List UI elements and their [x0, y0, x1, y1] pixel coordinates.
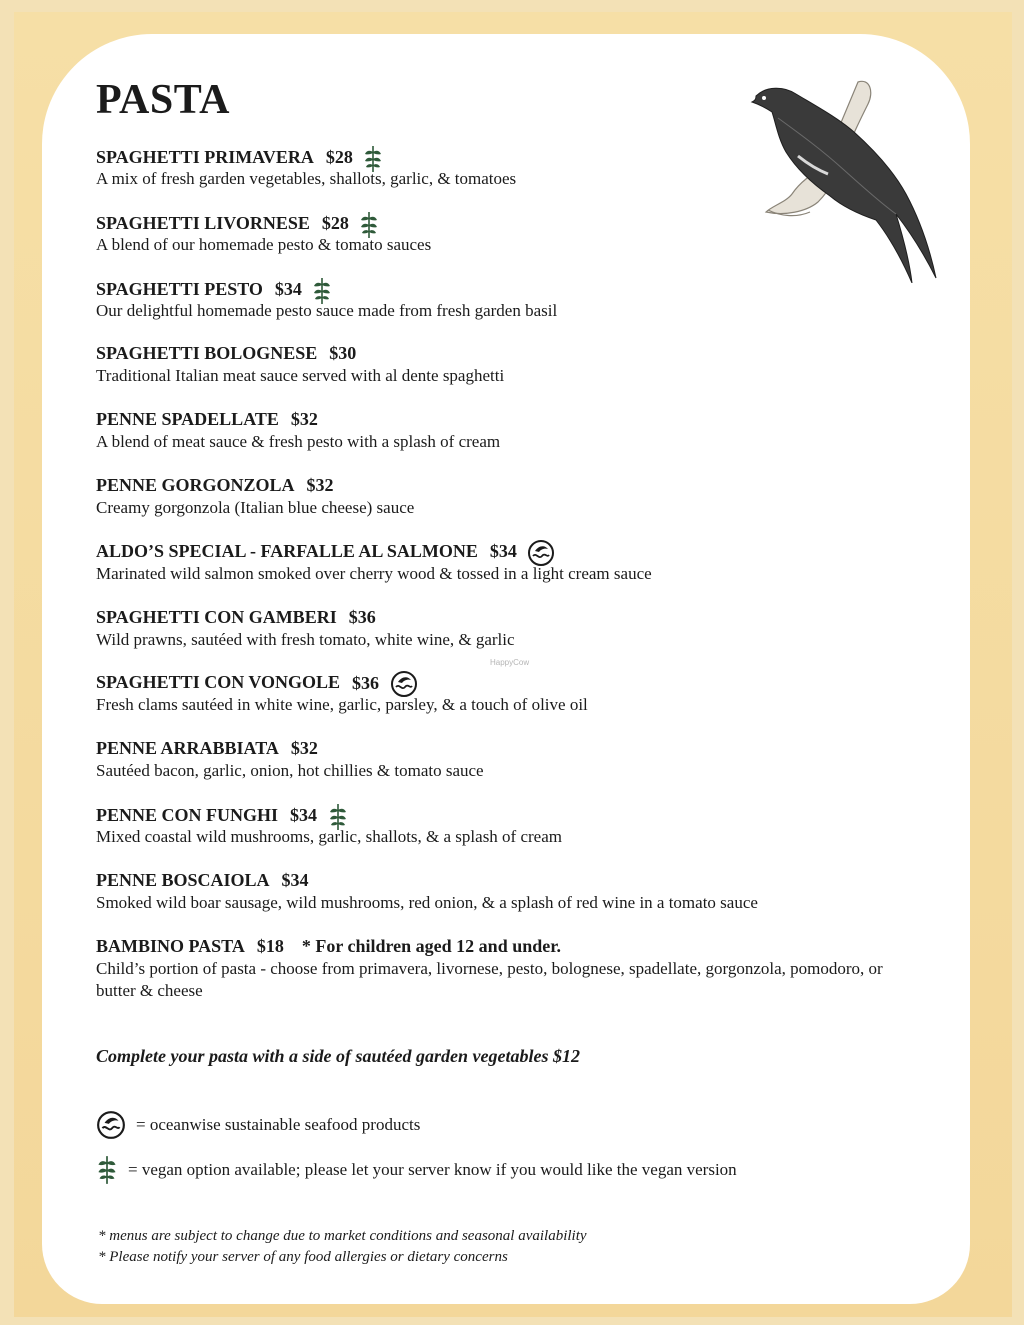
- item-price: $34: [274, 278, 302, 299]
- item-description: Fresh clams sautéed in white wine, garlic, parsley, & a touch of olive oil: [96, 695, 588, 715]
- footnote-allergies: * Please notify your server of any food allergies or dietary concerns: [98, 1249, 508, 1265]
- item-price: $30: [329, 343, 357, 364]
- menu-title: PASTA: [96, 77, 230, 123]
- item-price: $36: [348, 606, 376, 627]
- item-name: PENNE SPADELLATE: [96, 409, 279, 430]
- legend-oceanwise-text: = oceanwise sustainable seafood products: [136, 1115, 421, 1134]
- item-price: $34: [281, 869, 309, 890]
- menu-item: [96, 539, 926, 605]
- children-note: * For children aged 12 and under.: [301, 935, 562, 956]
- item-price: $28: [325, 147, 353, 168]
- item-price: $28: [321, 212, 349, 233]
- menu-item: [96, 276, 926, 342]
- item-name: PENNE CON FUNGHI: [96, 805, 279, 826]
- item-name: SPAGHETTI PESTO: [96, 278, 263, 299]
- oceanwise-icon: [96, 1110, 126, 1140]
- item-name: SPAGHETTI CON GAMBERI: [96, 606, 337, 627]
- side-vegetables-note: Complete your pasta with a side of sautéed garden vegetables $12: [96, 1046, 580, 1066]
- item-description: A mix of fresh garden vegetables, shallots, garlic, & tomatoes: [96, 169, 517, 188]
- item-name: PENNE GORGONZOLA: [96, 474, 295, 495]
- menu-item: [96, 868, 926, 934]
- footnotes: [98, 1226, 587, 1268]
- item-description: A blend of meat sauce & fresh pesto with a splash of cream: [96, 432, 501, 452]
- menu-item: [96, 407, 926, 473]
- item-name: PENNE ARRABBIATA: [96, 738, 279, 759]
- menu-item: [96, 144, 926, 210]
- item-name: SPAGHETTI CON VONGOLE: [96, 672, 341, 693]
- footnote-menu-change: * menus are subject to change due to market conditions and seasonal availability: [98, 1228, 587, 1244]
- vegan-leaf-icon: [96, 1154, 118, 1186]
- menu-item: [96, 341, 926, 407]
- item-name: SPAGHETTI PRIMAVERA: [96, 147, 314, 168]
- item-name: PENNE BOSCAIOLA: [96, 869, 270, 890]
- item-description: Child’s portion of pasta - choose from primavera, livornese, pesto, bolognese, spadellate, gorgonzola, pomodoro, or butter & cheese: [96, 958, 883, 1000]
- item-name: SPAGHETTI BOLOGNESE: [96, 343, 318, 364]
- menu-item-bambino: [96, 934, 926, 1000]
- item-description: Traditional Italian meat sauce served with al dente spaghetti: [96, 366, 505, 386]
- item-description: Our delightful homemade pesto sauce made from fresh garden basil: [96, 300, 558, 320]
- menu-item: [96, 210, 926, 276]
- legend-oceanwise: [96, 1110, 420, 1140]
- item-description: Smoked wild boar sausage, wild mushrooms, red onion, & a splash of red wine in a tomato sauce: [96, 892, 758, 912]
- item-description: A blend of our homemade pesto & tomato sauces: [96, 234, 432, 254]
- legend-vegan: [96, 1154, 737, 1186]
- item-price: $32: [290, 409, 318, 430]
- item-price: $36: [352, 672, 380, 693]
- menu-item: [96, 473, 926, 539]
- item-price: $32: [306, 474, 334, 495]
- item-price: $32: [290, 738, 318, 759]
- item-description: Wild prawns, sautéed with fresh tomato, white wine, & garlic: [96, 629, 515, 649]
- item-price: $34: [290, 805, 318, 826]
- item-name: BAMBINO PASTA: [96, 935, 245, 956]
- item-price: $34: [489, 540, 517, 561]
- legend-vegan-text: = vegan option available; please let your server know if you would like the vegan version: [128, 1160, 737, 1179]
- item-name: SPAGHETTI LIVORNESE: [96, 212, 310, 233]
- item-description: Mixed coastal wild mushrooms, garlic, shallots, & a splash of cream: [96, 826, 562, 846]
- item-description: Sautéed bacon, garlic, onion, hot chillies & tomato sauce: [96, 761, 484, 781]
- menu-item: [96, 802, 926, 868]
- menu-item: [96, 736, 926, 802]
- watermark: HappyCow: [490, 658, 530, 667]
- item-name: ALDO’S SPECIAL - FARFALLE AL SALMONE: [96, 540, 478, 561]
- item-description: Creamy gorgonzola (Italian blue cheese) sauce: [96, 497, 415, 517]
- pasta-item-list: [96, 144, 926, 999]
- item-price: $18: [256, 935, 284, 956]
- item-description: Marinated wild salmon smoked over cherry wood & tossed in a light cream sauce: [96, 563, 652, 583]
- menu-item: [96, 670, 926, 736]
